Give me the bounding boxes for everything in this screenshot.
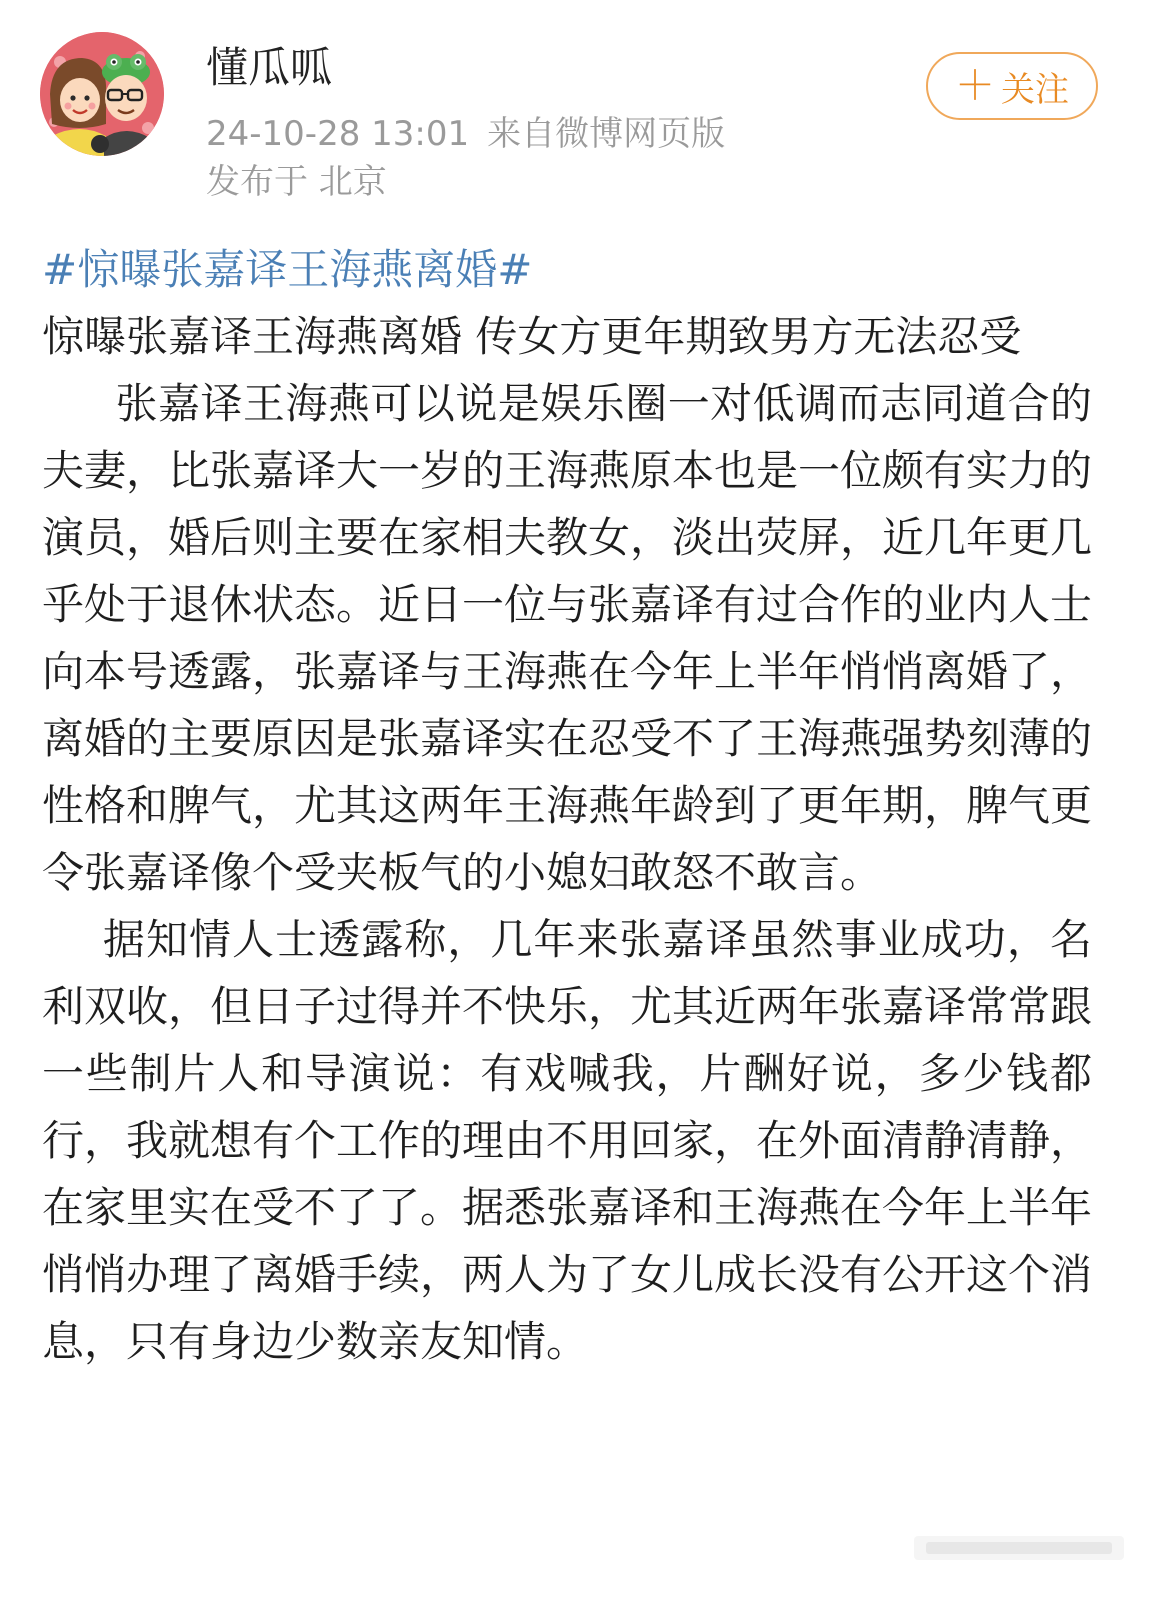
post-headline: 惊曝张嘉译王海燕离婚 传女方更年期致男方无法忍受	[42, 312, 1022, 361]
post-header	[0, 0, 1170, 220]
author-name[interactable]: 懂瓜呱	[206, 43, 333, 92]
post-source: 来自微博网页版	[487, 114, 726, 154]
author-avatar[interactable]	[40, 32, 164, 156]
post-body	[42, 236, 1092, 1375]
post-paragraph-1: 张嘉译王海燕可以说是娱乐圈一对低调而志同道合的夫妻，比张嘉译大一岁的王海燕原本也是一位颇有实力的演员，婚后则主要在家相夫教女，淡出荧屏，近几年更几乎处于退休状态。近日一位与张嘉译有过合作的业内人士向本号透露，张嘉译与王海燕在今年上半年悄悄离婚了，离婚的主要原因是张嘉译实在忍受不了王海燕强势刻薄的性格和脾气，尤其这两年王海燕年龄到了更年期，脾气更令张嘉译像个受夹板气的小媳妇敢怒不敢言。	[42, 379, 1093, 897]
post-timestamp: 24-10-28 13:01	[206, 114, 470, 154]
follow-button[interactable]	[926, 52, 1098, 120]
watermark-logo-icon	[914, 1528, 1124, 1568]
post-location: 发布于 北京	[206, 162, 387, 202]
follow-button-label: 关注	[1001, 69, 1069, 110]
hashtag-link[interactable]: #惊曝张嘉译王海燕离婚#	[42, 245, 533, 294]
post-meta	[206, 112, 725, 156]
post-paragraph-2: 据知情人士透露称，几年来张嘉译虽然事业成功，名利双收，但日子过得并不快乐，尤其近两年张嘉译常常跟一些制片人和导演说：有戏喊我，片酬好说，多少钱都行，我就想有个工作的理由不用回家，在外面清静清静，在家里实在受不了了。据悉张嘉译和王海燕在今年上半年悄悄办理了离婚手续，两人为了女儿成长没有公开这个消息，只有身边少数亲友知情。	[42, 915, 1093, 1366]
cartoon-couple-avatar-icon	[40, 32, 164, 156]
plus-icon: ＋	[955, 63, 995, 109]
